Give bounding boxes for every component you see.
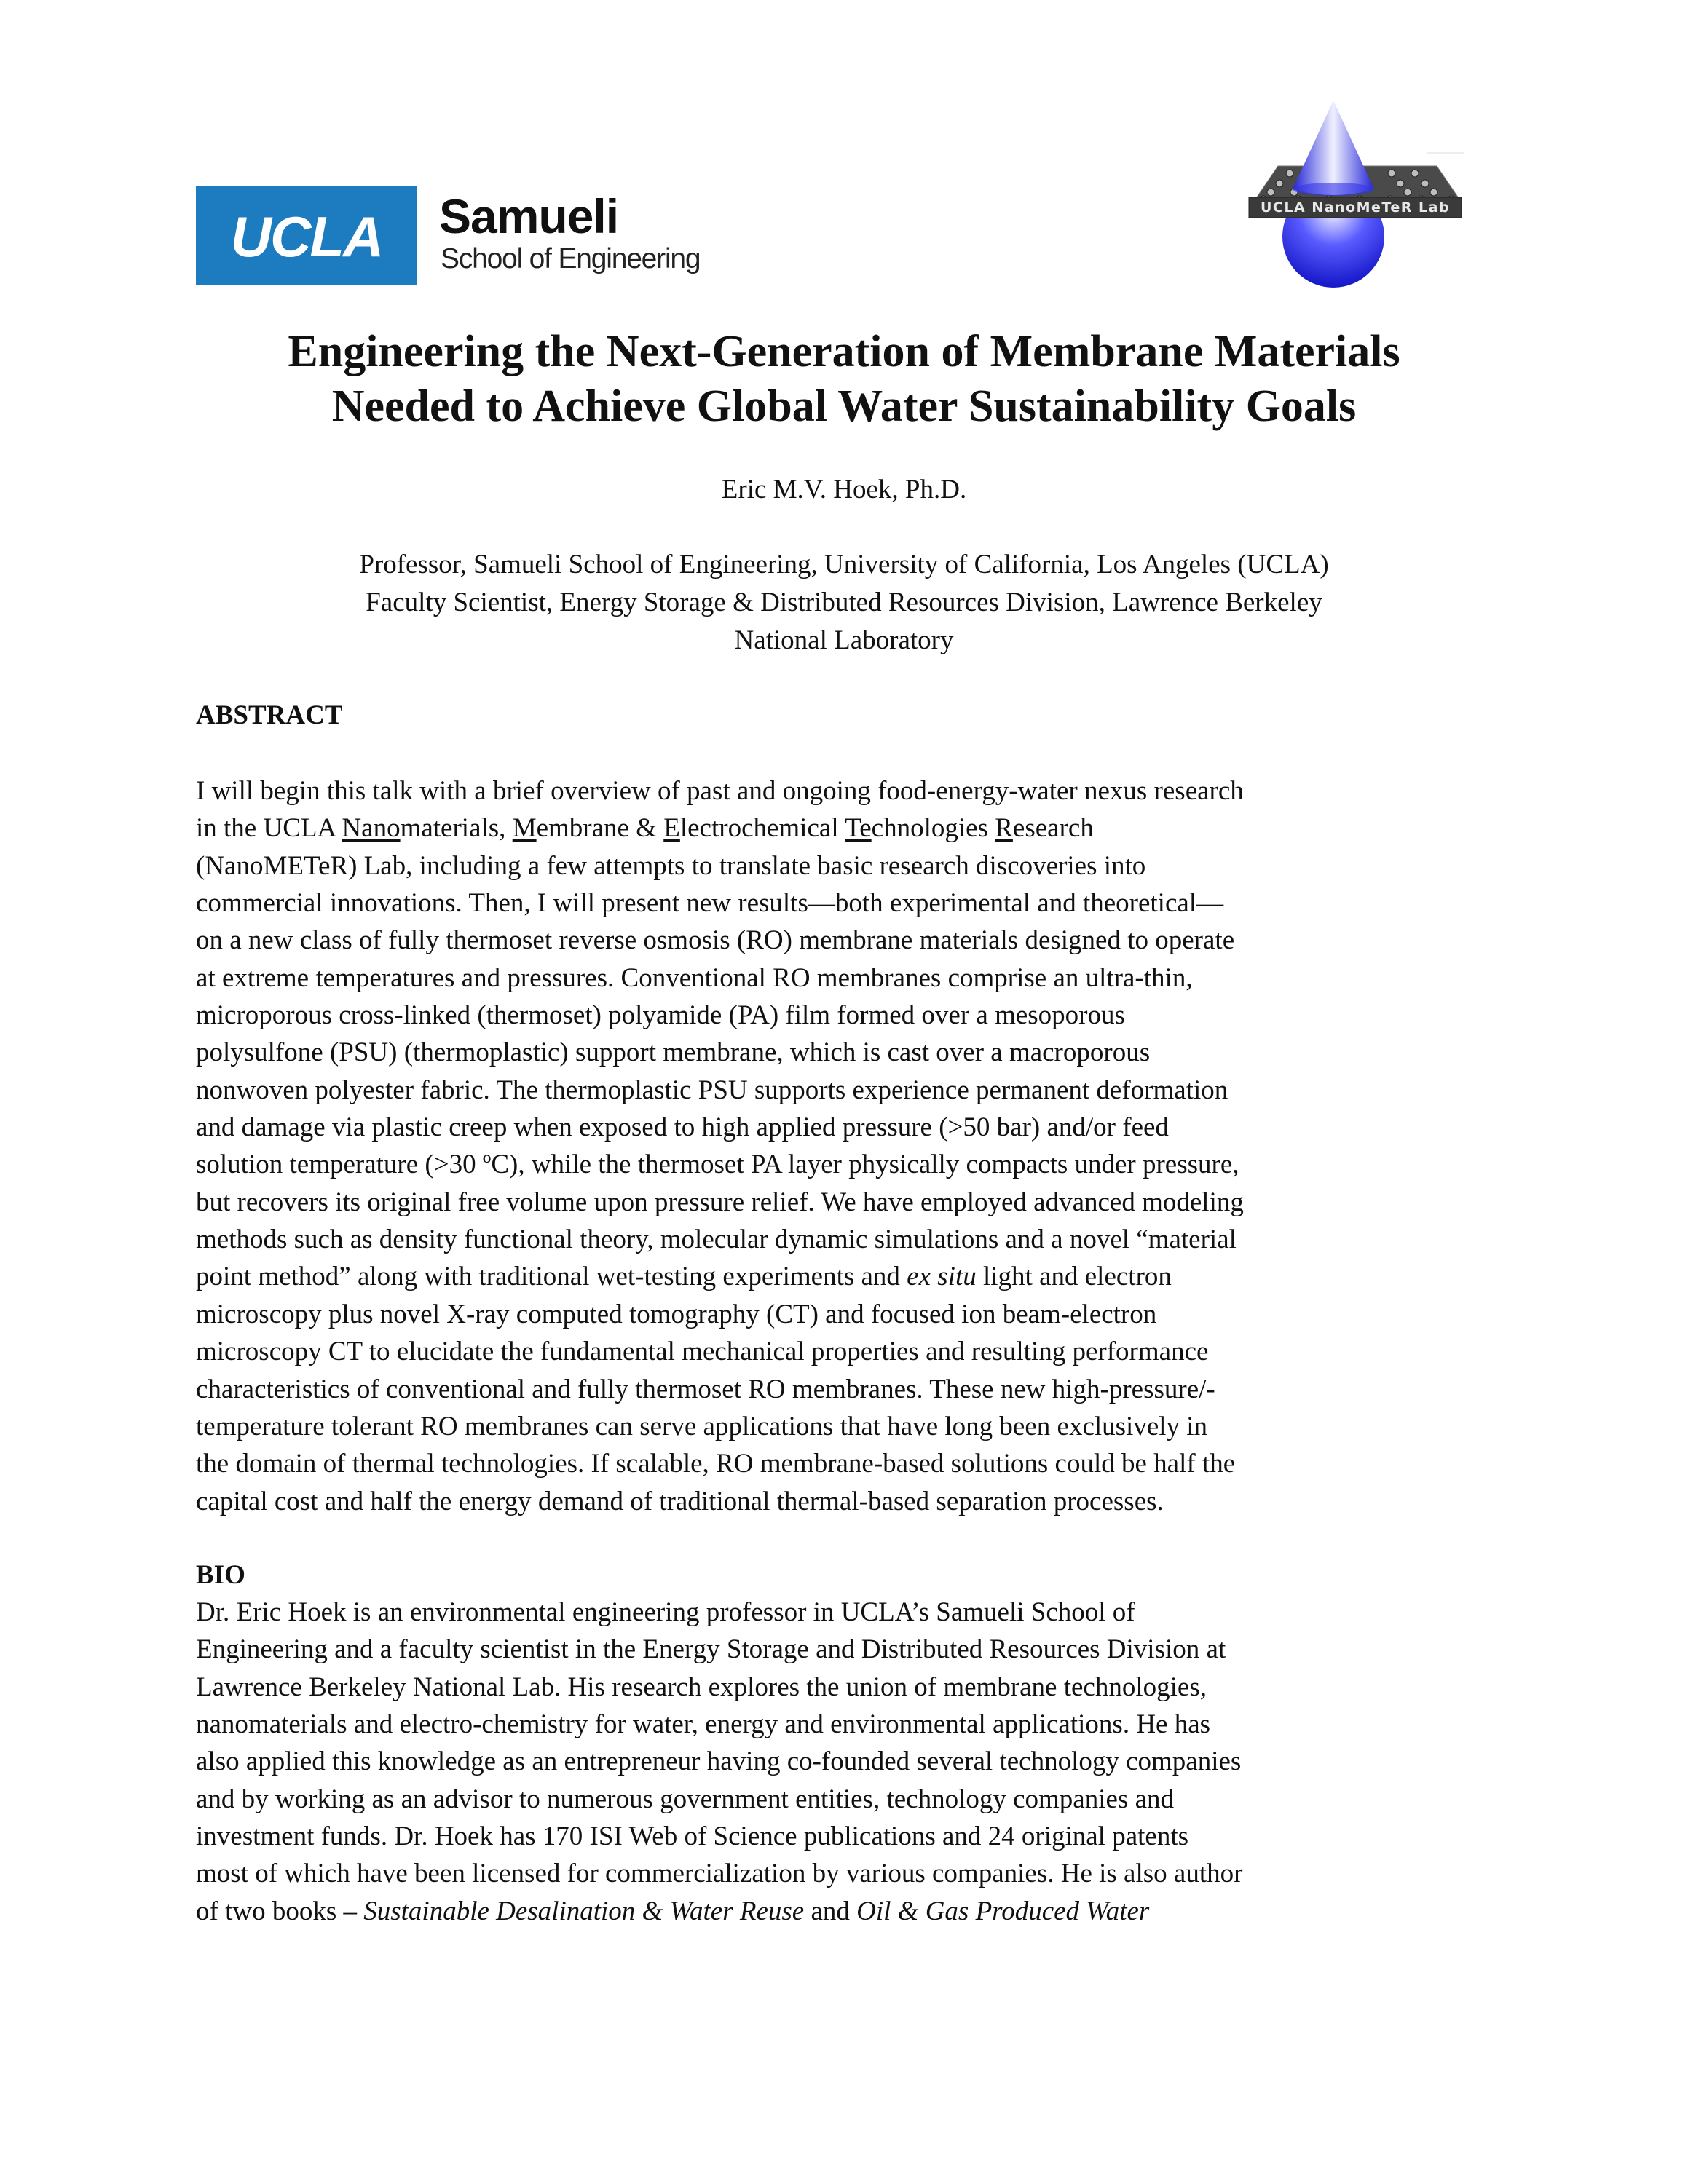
abstract-line: polysulfone (PSU) (thermoplastic) support membrane, which is cast over a macroporous bbox=[196, 1037, 1151, 1068]
abstract-line: methods such as density functional theory, molecular dynamic simulations and a novel “material bbox=[196, 1224, 1237, 1255]
affiliation-line: Faculty Scientist, Energy Storage & Distributed Resources Division, Lawrence Berkeley bbox=[366, 587, 1322, 617]
samueli-logo-subtitle: School of Engineering bbox=[441, 243, 701, 274]
samueli-logo-name: Samueli bbox=[439, 189, 619, 243]
affiliation-line: Professor, Samueli School of Engineering, University of California, Los Angeles (UCLA) bbox=[359, 550, 1329, 579]
abstract-line: solution temperature (>30 ºC), while the thermoset PA layer physically compacts under pressure, bbox=[196, 1150, 1239, 1180]
abstract-line: I will begin this talk with a brief overview of past and ongoing food-energy-water nexus research bbox=[196, 776, 1244, 806]
bio-line: Lawrence Berkeley National Lab. His research explores the union of membrane technologies, bbox=[196, 1671, 1207, 1702]
abstract-line bbox=[196, 1258, 1478, 1295]
abstract-line bbox=[196, 810, 1478, 847]
document-title-line-2: Needed to Achieve Global Water Sustainability Goals bbox=[331, 381, 1357, 431]
acronym-underline: R bbox=[995, 813, 1013, 844]
abstract-line: and damage via plastic creep when exposed to high applied pressure (>50 bar) and/or feed bbox=[196, 1112, 1169, 1143]
abstract-line: temperature tolerant RO membranes can serve applications that have long been exclusively in bbox=[196, 1411, 1208, 1441]
lab-logo-label: UCLA NanoMeTeR Lab bbox=[1261, 199, 1450, 215]
acronym-underline: E bbox=[663, 813, 680, 844]
document-title-line-1: Engineering the Next-Generation of Membrane Materials bbox=[288, 327, 1400, 376]
bio-line: investment funds. Dr. Hoek has 170 ISI Web of Science publications and 24 original patents bbox=[196, 1821, 1189, 1852]
affiliation-line: National Laboratory bbox=[734, 625, 954, 655]
bio-line: Engineering and a faculty scientist in the Energy Storage and Distributed Resources Division at bbox=[196, 1634, 1226, 1665]
book-title: Sustainable Desalination & Water Reuse bbox=[363, 1896, 805, 1926]
book-title: Oil & Gas Produced Water bbox=[856, 1896, 1150, 1926]
abstract-line: nonwoven polyester fabric. The thermoplastic PSU supports experience permanent deformation bbox=[196, 1075, 1228, 1105]
abstract-line: on a new class of fully thermoset reverse osmosis (RO) membrane materials designed to operate bbox=[196, 925, 1235, 956]
bio-line bbox=[196, 1893, 1478, 1930]
text-run: in the UCLA bbox=[196, 813, 342, 844]
text-run: lectrochemical bbox=[679, 813, 845, 844]
bio-line: and by working as an advisor to numerous government entities, technology companies and bbox=[196, 1784, 1175, 1814]
bio-line: nanomaterials and electro-chemistry for water, energy and environmental applications. He has bbox=[196, 1709, 1211, 1740]
text-run: and bbox=[804, 1896, 857, 1926]
abstract-line: the domain of thermal technologies. If scalable, RO membrane-based solutions could be half the bbox=[196, 1449, 1236, 1479]
text-run: embrane & bbox=[536, 813, 664, 844]
bio-line: most of which have been licensed for commercialization by various companies. He is also author bbox=[196, 1859, 1243, 1889]
acronym-underline: Nano bbox=[342, 813, 401, 844]
abstract-line: commercial innovations. Then, I will present new results—both experimental and theoretical— bbox=[196, 888, 1224, 919]
water-drop-membrane-icon bbox=[1246, 95, 1464, 288]
nanometer-lab-logo bbox=[1246, 95, 1464, 288]
text-run: point method” along with traditional wet-testing experiments and bbox=[196, 1262, 907, 1292]
abstract-line: but recovers its original free volume upon pressure relief. We have employed advanced modeling bbox=[196, 1187, 1244, 1217]
abstract-heading: ABSTRACT bbox=[196, 700, 343, 730]
abstract-line: microscopy plus novel X-ray computed tomography (CT) and focused ion beam-electron bbox=[196, 1299, 1157, 1329]
ucla-logo-box bbox=[196, 186, 417, 285]
bio-line: also applied this knowledge as an entrepreneur having co-founded several technology companies bbox=[196, 1746, 1242, 1777]
bio-heading: BIO bbox=[196, 1560, 245, 1590]
acronym-underline: M bbox=[512, 813, 537, 844]
text-run: chnologies bbox=[871, 813, 995, 844]
bio-line: Dr. Eric Hoek is an environmental engineering professor in UCLA’s Samueli School of bbox=[196, 1597, 1135, 1627]
abstract-body bbox=[196, 772, 1478, 1520]
abstract-line: microporous cross-linked (thermoset) polyamide (PA) film formed over a mesoporous bbox=[196, 1000, 1125, 1031]
abstract-line: (NanoMETeR) Lab, including a few attempts to translate basic research discoveries into bbox=[196, 850, 1146, 881]
abstract-line: at extreme temperatures and pressures. Conventional RO membranes comprise an ultra-thin, bbox=[196, 962, 1193, 993]
abstract-line: characteristics of conventional and fully thermoset RO membranes. These new high-pressure/- bbox=[196, 1374, 1215, 1404]
ucla-wordmark: UCLA bbox=[230, 205, 383, 269]
text-run: materials, bbox=[400, 813, 513, 844]
text-run: esearch bbox=[1012, 813, 1094, 844]
acronym-underline: Te bbox=[845, 813, 872, 844]
abstract-line: capital cost and half the energy demand of traditional thermal-based separation processes. bbox=[196, 1486, 1164, 1516]
abstract-line: microscopy CT to elucidate the fundamental mechanical properties and resulting performance bbox=[196, 1337, 1209, 1367]
bio-body bbox=[196, 1594, 1478, 1930]
author-name: Eric M.V. Hoek, Ph.D. bbox=[721, 475, 967, 505]
text-run: of two books – bbox=[196, 1896, 364, 1926]
italic-term: ex situ bbox=[907, 1262, 977, 1292]
text-run: light and electron bbox=[976, 1262, 1172, 1292]
